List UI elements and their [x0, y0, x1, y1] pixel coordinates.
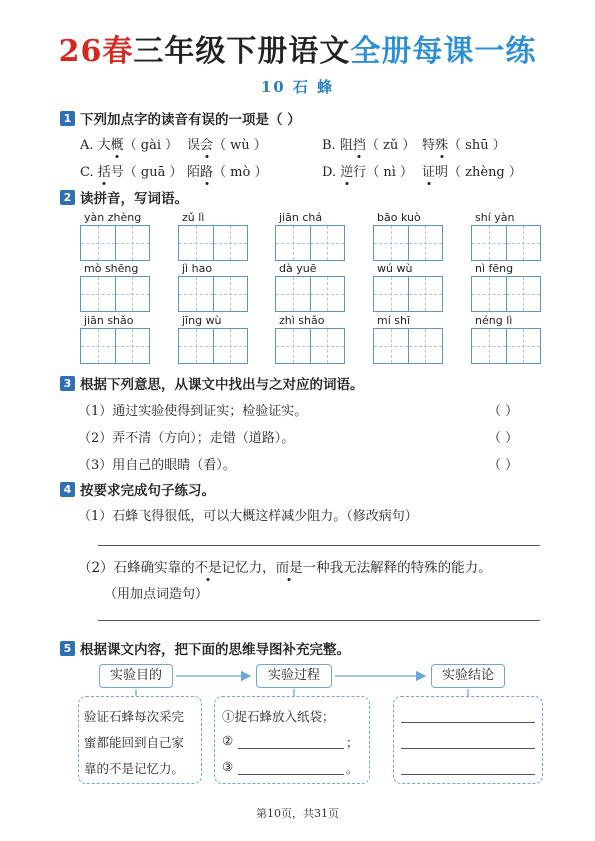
process-step-3-label: ③ — [222, 759, 234, 774]
pinyin-label: jì hao — [182, 262, 213, 275]
pinyin-label: jīng wù — [182, 314, 222, 327]
writing-cell[interactable] — [116, 226, 150, 260]
writing-cell[interactable] — [311, 277, 345, 311]
pinyin-label: bāo kuò — [377, 211, 421, 224]
question-4-header — [60, 479, 215, 499]
q4-item-2-note: （用加点词造句） — [104, 587, 209, 602]
process-step-2-line[interactable] — [238, 748, 344, 749]
q3-item-1: （1）通过实验使得到证实；检验证实。 — [78, 404, 308, 419]
question-number-badge: 2 — [60, 190, 75, 205]
writing-cell[interactable] — [374, 329, 409, 363]
q4-answer-line-2[interactable] — [98, 620, 540, 621]
writing-cell[interactable] — [311, 329, 345, 363]
pinyin-label: wú wù — [377, 262, 413, 275]
writing-cell[interactable] — [311, 226, 345, 260]
writing-box-pair[interactable] — [80, 328, 150, 364]
mind-map-box-conclusion — [393, 696, 543, 784]
conclusion-line-3[interactable] — [401, 774, 535, 775]
writing-box-pair[interactable] — [471, 225, 541, 261]
writing-cell[interactable] — [507, 329, 541, 363]
writing-box-pair[interactable] — [373, 328, 443, 364]
writing-box-pair[interactable] — [471, 328, 541, 364]
title-part-1: 26春 — [58, 34, 134, 69]
writing-box-pair[interactable] — [275, 225, 345, 261]
writing-box-pair[interactable] — [373, 225, 443, 261]
pinyin-label: jiān chá — [279, 211, 323, 224]
q4-answer-line-1[interactable] — [98, 545, 540, 546]
writing-cell[interactable] — [507, 226, 541, 260]
writing-box-pair[interactable] — [373, 276, 443, 312]
conclusion-line-1[interactable] — [401, 722, 535, 723]
question-3-text: 根据下列意思，从课文中找出与之对应的词语。 — [80, 377, 364, 393]
question-2-header — [60, 187, 188, 207]
q4-item-1: （1）石蜂飞得很低，可以大概这样减少阻力。（修改病句） — [78, 509, 418, 524]
writing-box-pair[interactable] — [471, 276, 541, 312]
q3-item-2: （2）弄不清（方向）；走错（道路）。 — [78, 431, 295, 446]
writing-cell[interactable] — [179, 329, 214, 363]
process-step-3-line[interactable] — [238, 774, 344, 775]
title-part-3: 全册每课一练 — [350, 34, 537, 69]
purpose-line-2: 蜜都能回到自己家 — [84, 735, 185, 750]
question-3-header — [60, 373, 364, 393]
purpose-line-3: 靠的不是记忆力。 — [84, 761, 185, 776]
page-footer: 第10页，共31页 — [256, 807, 339, 820]
q4-item-2: （2）石蜂确实靠的不是记忆力，而是一种我无法解释的特殊的能力。 — [78, 560, 492, 576]
title-part-2: 三年级下册语文 — [133, 34, 351, 69]
writing-cell[interactable] — [276, 277, 311, 311]
q1-option-b2: 特殊（ shū ） — [422, 138, 506, 153]
question-4-text: 按要求完成句子练习。 — [80, 483, 215, 499]
writing-cell[interactable] — [374, 226, 409, 260]
question-number-badge: 5 — [60, 641, 75, 656]
writing-cell[interactable] — [179, 277, 214, 311]
writing-cell[interactable] — [81, 277, 116, 311]
writing-cell[interactable] — [116, 329, 150, 363]
pinyin-label: nì fēng — [475, 262, 514, 275]
writing-box-pair[interactable] — [178, 225, 248, 261]
writing-cell[interactable] — [276, 226, 311, 260]
writing-box-pair[interactable] — [275, 328, 345, 364]
q3-item-3: （3）用自己的眼睛（看）。 — [78, 458, 236, 473]
writing-cell[interactable] — [409, 226, 443, 260]
question-number-badge: 1 — [60, 111, 75, 126]
q1-option-c1: C. 括号（ guā ） — [80, 165, 183, 180]
writing-cell[interactable] — [472, 277, 507, 311]
writing-cell[interactable] — [81, 329, 116, 363]
pinyin-label: mí shī — [377, 314, 411, 327]
pinyin-label: shí yàn — [475, 211, 515, 224]
process-step-3-end: 。 — [346, 761, 359, 776]
mind-map-label-purpose: 实验目的 — [99, 664, 173, 688]
writing-cell[interactable] — [472, 226, 507, 260]
writing-cell[interactable] — [507, 277, 541, 311]
writing-box-pair[interactable] — [80, 225, 150, 261]
writing-cell[interactable] — [409, 277, 443, 311]
purpose-line-1: 验证石蜂每次采完 — [84, 709, 185, 724]
process-step-2-label: ② — [222, 733, 234, 748]
pinyin-label: zhì shǎo — [279, 314, 325, 327]
q3-answer-paren-2[interactable]: （ ） — [488, 431, 519, 446]
mind-map-label-process: 实验过程 — [256, 664, 332, 688]
writing-box-pair[interactable] — [178, 276, 248, 312]
writing-cell[interactable] — [409, 329, 443, 363]
pinyin-label: zǔ lì — [182, 211, 205, 224]
pinyin-label: néng lì — [475, 314, 513, 327]
writing-cell[interactable] — [116, 277, 150, 311]
pinyin-label: dà yuē — [279, 262, 317, 275]
q1-option-a1: A. 大概（ gài ） — [80, 138, 179, 153]
question-5-text: 根据课文内容，把下面的思维导图补充完整。 — [80, 642, 350, 658]
mind-map-label-conclusion: 实验结论 — [431, 664, 505, 688]
writing-box-pair[interactable] — [178, 328, 248, 364]
writing-cell[interactable] — [214, 277, 248, 311]
question-1-text: 下列加点字的读音有误的一项是（ ） — [80, 112, 301, 128]
writing-box-pair[interactable] — [275, 276, 345, 312]
q1-option-a2: 误会（ wù ） — [187, 138, 267, 153]
writing-cell[interactable] — [179, 226, 214, 260]
conclusion-line-2[interactable] — [401, 748, 535, 749]
pinyin-label: mò shēng — [84, 262, 139, 275]
question-5-header — [60, 638, 350, 658]
writing-cell[interactable] — [214, 226, 248, 260]
q3-answer-paren-1[interactable]: （ ） — [488, 404, 519, 419]
writing-cell[interactable] — [214, 329, 248, 363]
question-number-badge: 3 — [60, 376, 75, 391]
page-title — [0, 26, 595, 70]
question-number-badge: 4 — [60, 482, 75, 497]
lesson-title: 10 石 蜂 — [260, 78, 335, 96]
writing-cell[interactable] — [374, 277, 409, 311]
q3-answer-paren-3[interactable]: （ ） — [488, 458, 519, 473]
question-1-header — [60, 108, 301, 128]
writing-cell[interactable] — [276, 329, 311, 363]
q1-option-c2: 陌路（ mò ） — [187, 165, 268, 180]
writing-cell[interactable] — [472, 329, 507, 363]
process-step-1: ①捉石蜂放入纸袋； — [222, 709, 335, 724]
writing-cell[interactable] — [81, 226, 116, 260]
question-2-text: 读拼音，写词语。 — [80, 191, 188, 207]
writing-box-pair[interactable] — [80, 276, 150, 312]
process-step-2-end: ； — [346, 735, 359, 750]
pinyin-label: jiān shǎo — [84, 314, 134, 327]
q1-option-b1: B. 阻挡（ zǔ ） — [322, 138, 416, 153]
q1-option-d2: 证明（ zhèng ） — [422, 165, 522, 180]
pinyin-label: yàn zhèng — [84, 211, 142, 224]
q1-option-d1: D. 逆行（ nì ） — [322, 165, 414, 180]
